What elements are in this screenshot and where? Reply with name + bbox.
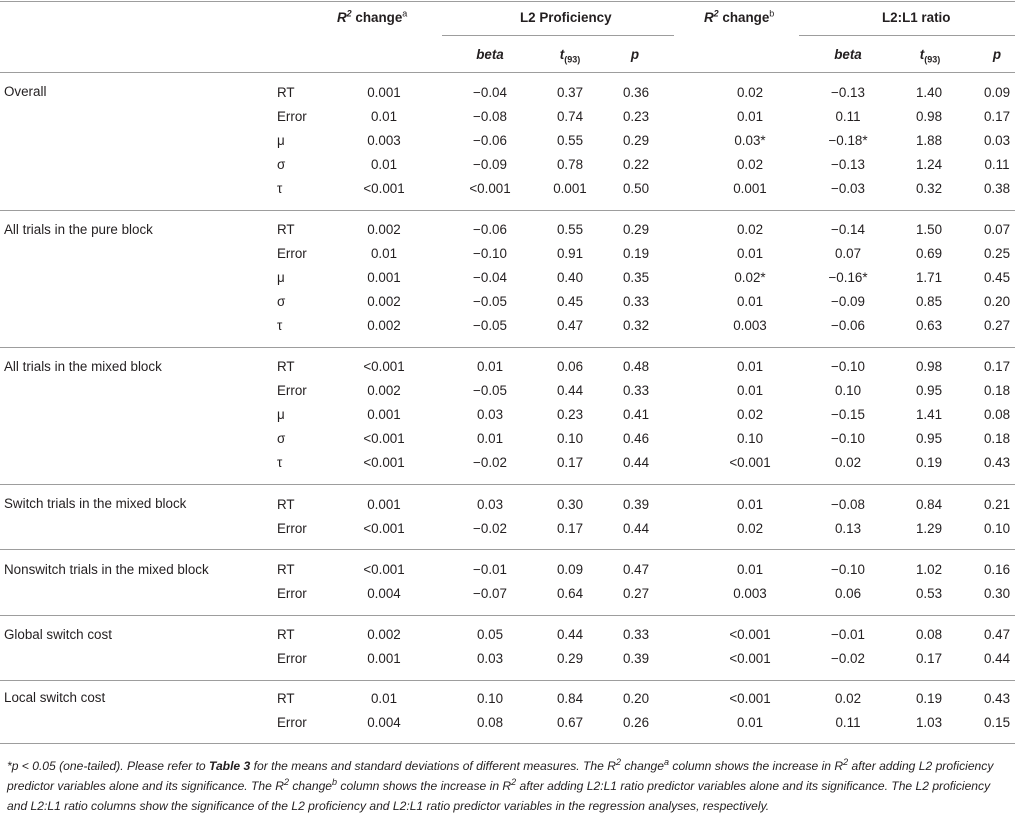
table-cell: 0.02 <box>736 407 764 422</box>
table-cell: 0.27 <box>622 586 650 601</box>
table-cell: 1.24 <box>915 157 943 172</box>
table-cell: 0.29 <box>622 222 650 237</box>
table-cell: 0.08 <box>476 715 504 730</box>
table-cell: −0.02 <box>831 651 865 666</box>
table-cell: 0.35 <box>622 270 650 285</box>
table-cell: −0.06 <box>831 318 865 333</box>
table-cell: −0.04 <box>473 270 507 285</box>
l2-proficiency-underline <box>442 35 674 36</box>
table-cell: 0.44 <box>622 521 650 536</box>
table-cell: 0.55 <box>556 133 584 148</box>
table-cell: 0.07 <box>983 222 1011 237</box>
table-cell: 0.001 <box>367 270 401 285</box>
table-cell: 0.21 <box>983 497 1011 512</box>
group-divider <box>0 549 1015 550</box>
table-cell: <0.001 <box>363 359 405 374</box>
table-cell: RT <box>277 359 295 374</box>
top-rule <box>0 1 1015 2</box>
table-cell: 0.17 <box>556 455 584 470</box>
text: change <box>620 759 665 773</box>
table-cell: σ <box>277 157 286 172</box>
text: b <box>769 8 775 19</box>
table-cell: 0.19 <box>915 455 943 470</box>
table-cell: 0.43 <box>983 691 1011 706</box>
table-cell: 0.01 <box>370 157 398 172</box>
table-cell: 0.33 <box>622 383 650 398</box>
text: b <box>332 776 338 787</box>
text: 2 <box>283 776 289 787</box>
table-cell: 0.98 <box>915 359 943 374</box>
table-cell: −0.18* <box>828 133 868 148</box>
table-cell: RT <box>277 691 295 706</box>
table-cell: 0.01 <box>736 294 764 309</box>
table-cell: <0.001 <box>363 562 405 577</box>
table-cell: −0.13 <box>831 157 865 172</box>
table-cell: Error <box>277 715 307 730</box>
text: change <box>718 10 770 25</box>
table-cell: 0.53 <box>915 586 943 601</box>
l2l1-ratio-underline <box>799 35 1015 36</box>
table-cell: 0.67 <box>556 715 584 730</box>
table-cell: −0.07 <box>473 586 507 601</box>
text: column shows the increase in R <box>669 759 844 773</box>
text: 2 <box>713 8 719 19</box>
text: after adding L2 proficiency predictor variables alone and its significance. The R <box>7 759 994 793</box>
table-cell: 0.78 <box>556 157 584 172</box>
table-cell: Error <box>277 383 307 398</box>
table-cell: <0.001 <box>469 181 511 196</box>
table-cell: 0.30 <box>556 497 584 512</box>
table-cell: RT <box>277 497 295 512</box>
table-cell: 0.32 <box>915 181 943 196</box>
table-cell: 0.26 <box>622 715 650 730</box>
header-bottom-rule <box>0 72 1015 73</box>
table-cell: Error <box>277 109 307 124</box>
table-cell: RT <box>277 222 295 237</box>
table-cell: σ <box>277 294 286 309</box>
table-cell: 1.50 <box>915 222 943 237</box>
table-cell: 1.71 <box>915 270 943 285</box>
table-cell: 0.002 <box>367 318 401 333</box>
table-cell: 0.74 <box>556 109 584 124</box>
text: R <box>337 10 347 25</box>
table-cell: −0.04 <box>473 85 507 100</box>
table-cell: 0.22 <box>622 157 650 172</box>
table-cell: 0.16 <box>983 562 1011 577</box>
table-cell: −0.10 <box>831 562 865 577</box>
table-cell: −0.01 <box>473 562 507 577</box>
table-cell: 0.10 <box>556 431 584 446</box>
table-cell: Error <box>277 586 307 601</box>
table-cell: μ <box>277 407 285 422</box>
table-cell: 0.03 <box>983 133 1011 148</box>
table-cell: μ <box>277 133 285 148</box>
group-divider <box>0 347 1015 348</box>
table-cell: 1.88 <box>915 133 943 148</box>
header-r2-change-a <box>337 10 407 26</box>
table-cell: 0.33 <box>622 627 650 642</box>
text: 2 <box>615 756 621 767</box>
table-cell: τ <box>277 181 283 196</box>
table-cell: 0.44 <box>556 627 584 642</box>
table-cell: 0.10 <box>834 383 862 398</box>
table-cell: 0.45 <box>983 270 1011 285</box>
table-cell: 0.84 <box>915 497 943 512</box>
table-cell: 0.10 <box>476 691 504 706</box>
table-cell: 0.004 <box>367 586 401 601</box>
table-cell: 0.08 <box>915 627 943 642</box>
table-cell: −0.06 <box>473 133 507 148</box>
table-cell: Error <box>277 521 307 536</box>
header-p-1: p <box>630 47 640 62</box>
table-cell: −0.05 <box>473 318 507 333</box>
table-cell: RT <box>277 627 295 642</box>
text: a <box>402 8 408 19</box>
table-cell: 0.001 <box>553 181 587 196</box>
table-cell: μ <box>277 270 285 285</box>
text: R <box>704 10 714 25</box>
group-label-pure-block: All trials in the pure block <box>4 222 153 237</box>
table-cell: −0.06 <box>473 222 507 237</box>
table-cell: −0.05 <box>473 294 507 309</box>
table-cell: 0.09 <box>983 85 1011 100</box>
table-cell: −0.10 <box>831 431 865 446</box>
header-t-2 <box>905 47 955 63</box>
table-cell: −0.14 <box>831 222 865 237</box>
table-cell: 0.39 <box>622 651 650 666</box>
text: (93) <box>564 54 581 65</box>
text: (93) <box>924 54 941 65</box>
table-cell: −0.10 <box>831 359 865 374</box>
table-cell: 0.01 <box>736 497 764 512</box>
table-cell: 0.17 <box>983 109 1011 124</box>
table-3-reference: Table 3 <box>209 759 251 773</box>
table-cell: 0.03 <box>476 407 504 422</box>
text: t <box>559 47 565 62</box>
table-cell: 0.001 <box>367 497 401 512</box>
table-cell: 0.18 <box>983 383 1011 398</box>
table-cell: 0.001 <box>367 85 401 100</box>
group-divider <box>0 484 1015 485</box>
table-cell: <0.001 <box>729 627 771 642</box>
table-cell: 0.17 <box>915 651 943 666</box>
table-cell: <0.001 <box>729 651 771 666</box>
group-divider <box>0 615 1015 616</box>
table-cell: 0.50 <box>622 181 650 196</box>
table-cell: 0.02 <box>834 455 862 470</box>
table-cell: 0.01 <box>736 715 764 730</box>
table-cell: 0.03* <box>734 133 766 148</box>
table-cell: −0.10 <box>473 246 507 261</box>
table-cell: 0.63 <box>915 318 943 333</box>
table-cell: 0.11 <box>984 157 1010 172</box>
text: for the means and standard deviations of different measures. The R <box>250 759 616 773</box>
group-label-local-switch-cost: Local switch cost <box>4 690 106 705</box>
table-cell: 0.43 <box>983 455 1011 470</box>
table-cell: 0.15 <box>983 715 1011 730</box>
table-cell: 0.004 <box>367 715 401 730</box>
table-cell: 0.08 <box>983 407 1011 422</box>
table-cell: 0.38 <box>983 181 1011 196</box>
text: 2 <box>511 776 517 787</box>
table-cell: 0.10 <box>736 431 764 446</box>
table-cell: 0.47 <box>556 318 584 333</box>
table-cell: <0.001 <box>729 455 771 470</box>
table-cell: 0.06 <box>556 359 584 374</box>
table-cell: 0.23 <box>622 109 650 124</box>
table-cell: 1.41 <box>915 407 943 422</box>
header-beta-2: beta <box>834 47 862 62</box>
header-l2-proficiency: L2 Proficiency <box>520 10 612 25</box>
table-cell: 0.18 <box>983 431 1011 446</box>
table-cell: 0.02 <box>736 222 764 237</box>
table-cell: 0.003 <box>733 586 767 601</box>
table-cell: <0.001 <box>363 431 405 446</box>
table-cell: 0.01 <box>736 383 764 398</box>
table-cell: Error <box>277 651 307 666</box>
table-cell: 0.02 <box>736 85 764 100</box>
table-cell: 0.47 <box>622 562 650 577</box>
table-cell: 0.95 <box>915 431 943 446</box>
table-cell: 0.003 <box>733 318 767 333</box>
table-cell: 0.23 <box>556 407 584 422</box>
table-cell: RT <box>277 562 295 577</box>
table-cell: 0.002 <box>367 222 401 237</box>
table-cell: −0.15 <box>831 407 865 422</box>
table-cell: 0.19 <box>622 246 650 261</box>
table-cell: −0.02 <box>473 521 507 536</box>
table-cell: 0.25 <box>983 246 1011 261</box>
table-cell: 0.01 <box>370 691 398 706</box>
table-cell: 0.01 <box>370 109 398 124</box>
text: t <box>919 47 925 62</box>
text: change <box>351 10 403 25</box>
text: a <box>664 756 670 767</box>
table-cell: −0.08 <box>473 109 507 124</box>
table-cell: 0.36 <box>622 85 650 100</box>
header-r2-change-b <box>704 10 774 26</box>
table-cell: <0.001 <box>363 521 405 536</box>
table-cell: 0.48 <box>622 359 650 374</box>
table-cell: 0.30 <box>983 586 1011 601</box>
table-cell: 1.03 <box>915 715 943 730</box>
table-cell: −0.16* <box>828 270 868 285</box>
table-cell: 0.98 <box>915 109 943 124</box>
table-cell: 0.39 <box>622 497 650 512</box>
table-cell: 0.001 <box>733 181 767 196</box>
header-t-1 <box>545 47 595 63</box>
group-label-nonswitch-trials: Nonswitch trials in the mixed block <box>4 562 209 577</box>
table-cell: 0.84 <box>556 691 584 706</box>
table-cell: τ <box>277 455 283 470</box>
table-cell: 0.01 <box>476 431 504 446</box>
table-cell: −0.08 <box>831 497 865 512</box>
table-cell: τ <box>277 318 283 333</box>
table-cell: 0.01 <box>736 359 764 374</box>
header-l2l1-ratio: L2:L1 ratio <box>882 10 951 25</box>
table-cell: 0.44 <box>622 455 650 470</box>
group-label-mixed-block: All trials in the mixed block <box>4 359 162 374</box>
table-cell: 1.02 <box>915 562 943 577</box>
text: column shows the increase in R <box>337 778 512 793</box>
table-cell: 0.40 <box>556 270 584 285</box>
table-cell: 0.02 <box>736 521 764 536</box>
header-p-2: p <box>992 47 1002 62</box>
text: *p < 0.05 (one-tailed). Please refer to <box>7 759 210 773</box>
table-cell: 0.47 <box>983 627 1011 642</box>
table-cell: −0.01 <box>831 627 865 642</box>
table-cell: −0.05 <box>473 383 507 398</box>
table-cell: 0.01 <box>370 246 398 261</box>
table-cell: 0.03 <box>476 651 504 666</box>
table-cell: 0.10 <box>983 521 1011 536</box>
table-cell: 0.09 <box>556 562 584 577</box>
table-cell: 0.19 <box>915 691 943 706</box>
table-cell: −0.03 <box>831 181 865 196</box>
table-cell: <0.001 <box>363 181 405 196</box>
table-cell: 0.11 <box>835 715 861 730</box>
table-cell: 0.01 <box>736 109 764 124</box>
table-cell: 0.45 <box>556 294 584 309</box>
table-cell: −0.09 <box>473 157 507 172</box>
table-cell: 1.29 <box>915 521 943 536</box>
table-cell: Error <box>277 246 307 261</box>
table-cell: 0.001 <box>367 651 401 666</box>
table-footnote <box>7 757 1010 816</box>
table-cell: 0.002 <box>367 294 401 309</box>
table-cell: 0.46 <box>622 431 650 446</box>
table-cell: 0.01 <box>736 562 764 577</box>
table-cell: 0.07 <box>834 246 862 261</box>
table-cell: 0.11 <box>835 109 861 124</box>
table-cell: 0.17 <box>983 359 1011 374</box>
table-cell: 0.01 <box>476 359 504 374</box>
table-cell: 0.02 <box>834 691 862 706</box>
table-cell: 0.37 <box>556 85 584 100</box>
text: 2 <box>843 756 849 767</box>
table-cell: 0.27 <box>983 318 1011 333</box>
group-label-global-switch-cost: Global switch cost <box>4 627 112 642</box>
table-bottom-rule <box>0 743 1015 744</box>
table-cell: 0.20 <box>983 294 1011 309</box>
table-cell: σ <box>277 431 286 446</box>
table-cell: RT <box>277 85 295 100</box>
table-cell: 0.17 <box>556 521 584 536</box>
table-cell: <0.001 <box>729 691 771 706</box>
table-cell: 0.02 <box>736 157 764 172</box>
group-label-switch-trials: Switch trials in the mixed block <box>4 496 187 511</box>
table-cell: <0.001 <box>363 455 405 470</box>
table-cell: 0.44 <box>983 651 1011 666</box>
text: change <box>288 778 333 793</box>
table-cell: −0.13 <box>831 85 865 100</box>
table-cell: 0.32 <box>622 318 650 333</box>
table-cell: 0.001 <box>367 407 401 422</box>
table-cell: 0.13 <box>834 521 862 536</box>
table-cell: 0.29 <box>622 133 650 148</box>
table-cell: 0.02* <box>734 270 766 285</box>
table-cell: 0.002 <box>367 383 401 398</box>
table-cell: 0.95 <box>915 383 943 398</box>
group-divider <box>0 210 1015 211</box>
header-beta-1: beta <box>476 47 504 62</box>
table-cell: 0.91 <box>556 246 584 261</box>
table-cell: 0.003 <box>367 133 401 148</box>
table-cell: 0.002 <box>367 627 401 642</box>
table-cell: 0.64 <box>556 586 584 601</box>
table-cell: 0.85 <box>915 294 943 309</box>
table-cell: 1.40 <box>915 85 943 100</box>
table-cell: 0.06 <box>834 586 862 601</box>
table-cell: 0.03 <box>476 497 504 512</box>
table-cell: 0.44 <box>556 383 584 398</box>
group-divider <box>0 680 1015 681</box>
table-cell: 0.20 <box>622 691 650 706</box>
table-cell: −0.02 <box>473 455 507 470</box>
text: after adding L2:L1 ratio predictor variables alone and its significance. The L2 proficiency and L2:L1 ratio columns show the significance of the L2 proficiency and L2:L1 ratio predictor variables in the regression analyses, respectively. <box>7 778 991 813</box>
table-cell: 0.41 <box>622 407 650 422</box>
table-cell: 0.69 <box>915 246 943 261</box>
table-cell: 0.33 <box>622 294 650 309</box>
text: 2 <box>346 8 352 19</box>
table-cell: 0.55 <box>556 222 584 237</box>
group-label-overall: Overall <box>4 84 47 99</box>
table-cell: −0.09 <box>831 294 865 309</box>
table-cell: 0.05 <box>476 627 504 642</box>
table-cell: 0.01 <box>736 246 764 261</box>
table-cell: 0.29 <box>556 651 584 666</box>
